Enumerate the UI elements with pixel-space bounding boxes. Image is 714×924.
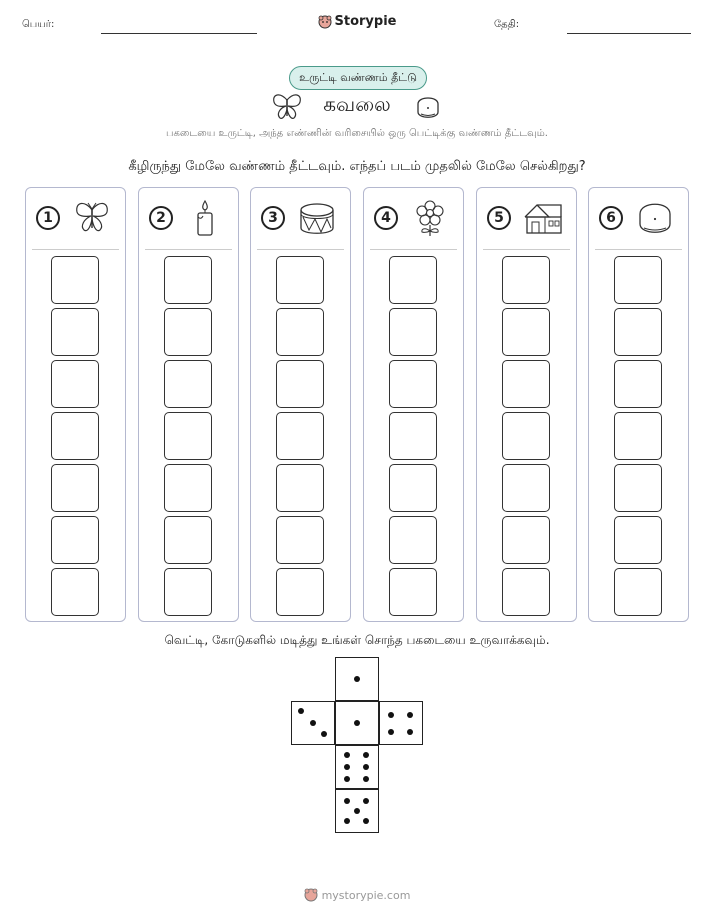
die-pip [354,720,360,726]
die-pip [321,731,327,737]
die-pip [298,708,304,714]
color-box[interactable] [502,464,550,512]
color-box[interactable] [276,256,324,304]
column-1 [25,187,126,622]
column-divider [32,249,119,250]
color-box[interactable] [614,516,662,564]
die-face-4 [379,701,423,745]
color-box[interactable] [276,412,324,460]
name-line [101,33,257,34]
column-2 [138,187,239,622]
color-box[interactable] [276,516,324,564]
column-number: 2 [149,206,173,230]
cut-instruction: வெட்டி, கோடுகளில் மடித்து உங்கள் சொந்த பகடையை உருவாக்கவும். [164,633,550,647]
brand-name: Storypie [334,14,397,29]
color-box[interactable] [164,568,212,616]
die-face-5 [335,789,379,833]
drum-icon [297,198,337,238]
column-number: 4 [374,206,398,230]
color-box[interactable] [51,256,99,304]
color-box[interactable] [389,568,437,616]
column-6 [588,187,689,622]
footer-url[interactable]: mystorypie.com [321,888,411,902]
die-pip [407,729,413,735]
color-box[interactable] [164,412,212,460]
die-pip [363,752,369,758]
color-box[interactable] [502,412,550,460]
color-box[interactable] [51,360,99,408]
color-box[interactable] [164,256,212,304]
die-pip [344,776,350,782]
die-face-1 [335,657,379,701]
die-pip [363,798,369,804]
die-pip [363,776,369,782]
color-box[interactable] [389,516,437,564]
color-box[interactable] [389,308,437,356]
color-box[interactable] [164,516,212,564]
die-pip [388,729,394,735]
instruction: கீழிருந்து மேலே வண்ணம் தீட்டவும். எந்தப் படம் முதலில் மேலே செல்கிறது? [128,159,586,174]
color-box[interactable] [614,256,662,304]
die-pip [344,764,350,770]
column-divider [595,249,682,250]
color-box[interactable] [389,464,437,512]
storypie-logo-icon [318,15,332,29]
subtitle: பகடையை உருட்டி, அந்த எண்ணின் வரிசையில் ஒரு பெட்டிக்கு வண்ணம் தீட்டவும். [166,128,548,139]
column-number: 5 [487,206,511,230]
color-box[interactable] [502,568,550,616]
column-number: 3 [261,206,285,230]
color-box[interactable] [276,360,324,408]
color-box[interactable] [276,568,324,616]
color-box[interactable] [276,464,324,512]
house-icon [523,198,563,238]
flower-icon [410,198,450,238]
color-box[interactable] [389,256,437,304]
color-box[interactable] [389,412,437,460]
activity-badge: உருட்டி வண்ணம் தீட்டு [289,66,427,90]
column-number: 6 [599,206,623,230]
color-box[interactable] [276,308,324,356]
color-box[interactable] [51,412,99,460]
worried-face-icon [635,198,675,238]
candle-icon [185,198,225,238]
die-face-3 [291,701,335,745]
column-divider [370,249,457,250]
color-box[interactable] [51,568,99,616]
column-divider [483,249,570,250]
color-box[interactable] [164,308,212,356]
die-face-6 [335,745,379,789]
color-box[interactable] [164,464,212,512]
footer [0,888,714,905]
die-pip [344,818,350,824]
name-label: பெயர்: [22,19,55,30]
column-5 [476,187,577,622]
color-box[interactable] [51,516,99,564]
column-3 [250,187,351,622]
die-pip [344,798,350,804]
date-line [567,33,691,34]
color-box[interactable] [502,360,550,408]
color-box[interactable] [389,360,437,408]
color-box[interactable] [51,308,99,356]
color-box[interactable] [164,360,212,408]
die-pip [363,764,369,770]
column-4 [363,187,464,622]
color-box[interactable] [614,568,662,616]
column-number: 1 [36,206,60,230]
color-box[interactable] [502,256,550,304]
die-pip [363,818,369,824]
color-box[interactable] [502,308,550,356]
die-face-1 [335,701,379,745]
storypie-logo-icon [304,888,318,902]
column-divider [257,249,344,250]
color-box[interactable] [614,464,662,512]
color-box[interactable] [614,360,662,408]
die-pip [388,712,394,718]
die-pip [310,720,316,726]
brand [0,14,714,33]
die-pip [354,808,360,814]
die-pip [354,676,360,682]
color-box[interactable] [51,464,99,512]
die-pip [344,752,350,758]
color-box[interactable] [502,516,550,564]
color-box[interactable] [614,308,662,356]
die-pip [407,712,413,718]
date-label: தேதி: [494,19,520,30]
color-box[interactable] [614,412,662,460]
worried-face-icon [413,92,443,122]
page-title: கவலை [323,92,391,116]
butterfly-icon [72,198,112,238]
column-divider [145,249,232,250]
